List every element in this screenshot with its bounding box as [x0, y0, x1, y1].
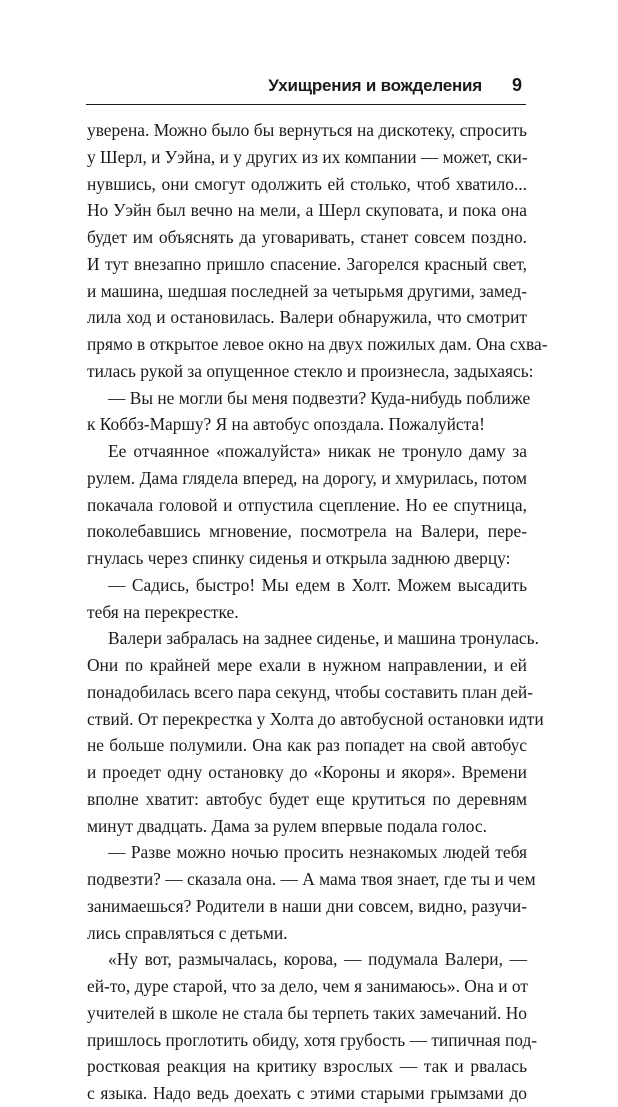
text-line: пришлось проглотить обиду, хотя грубость — типичная под- — [87, 1029, 538, 1050]
text-line: «Ну вот, размычалась, корова, — подумала Валери, — — [108, 949, 527, 970]
text-line: Валери забралась на заднее сиденье, и машина тронулась. — [108, 628, 539, 649]
text-line: гнулась через спинку сиденья и открыла заднюю дверцу: — [87, 548, 511, 568]
text-line: поколебавшись мгновение, посмотрела на Валери, пере- — [87, 521, 527, 542]
text-line: Ее отчаянное «пожалуйста» никак не тронуло даму за — [108, 441, 527, 461]
text-line: и машина, шедшая последней за четырьмя другими, замед- — [87, 280, 527, 301]
text-line: нувшись, они смогут одолжить ей столько, чтоб хватило... — [87, 173, 527, 194]
text-line: вполне хватит: автобус будет еще крутиться по деревням — [87, 788, 527, 809]
text-line: учителей в школе не стала бы терпеть таких замечаний. Но — [87, 1002, 527, 1023]
text-line: — Вы не могли бы меня подвезти? Куда-нибудь поближе — [108, 387, 531, 408]
text-line: лись справляться с детьми. — [87, 922, 288, 943]
text-line: не больше полумили. Она как раз попадет на свой автобус — [87, 735, 527, 756]
text-line: ростковая реакция на критику взрослых — так и рвалась — [87, 1056, 527, 1077]
text-line: с языка. Надо ведь доехать с этими старыми грымзами до — [87, 1083, 527, 1103]
text-line: минут двадцать. Дама за рулем впервые подала голос. — [87, 815, 487, 836]
text-line: тебя на перекрестке. — [87, 601, 239, 622]
running-header — [86, 76, 526, 105]
text-line: покачала головой и отпустила сцепление. Но ее спутница, — [87, 494, 527, 515]
text-line: ей-то, дуре старой, что за дело, чем я занимаюсь». Она и от — [87, 976, 528, 996]
text-line: к Коббз-Маршу? Я на автобус опоздала. Пожалуйста! — [87, 414, 485, 435]
text-line: лила ход и остановилась. Валери обнаружила, что смотрит — [87, 307, 527, 328]
text-line: уверена. Можно было бы вернуться на дискотеку, спросить — [87, 120, 527, 140]
text-line: и проедет одну остановку до «Короны и якоря». Времени — [87, 762, 527, 782]
text-line: ствий. От перекрестка у Холта до автобусной остановки идти — [87, 708, 544, 729]
text-line: — Разве можно ночью просить незнакомых людей тебя — [108, 842, 527, 863]
text-line: прямо в открытое левое окно на двух пожилых дам. Она схва- — [87, 334, 548, 354]
text-line: — Садись, быстро! Мы едем в Холт. Можем высадить — [108, 574, 527, 595]
body-text — [87, 117, 548, 1107]
running-title: Ухищрения и вожделения — [268, 76, 482, 95]
text-line: будет им объяснять да уговаривать, станет совсем поздно. — [87, 227, 527, 247]
text-line: Они по крайней мере ехали в нужном направлении, и ей — [87, 655, 527, 675]
text-line: занимаешься? Родители в наши дни совсем, видно, разучи- — [87, 895, 527, 916]
text-line: понадобилась всего пара секунд, чтобы составить план дей- — [87, 681, 534, 702]
text-line: И тут внезапно пришло спасение. Загорелся красный свет, — [87, 253, 527, 274]
text-line: Но Уэйн был вечно на мели, а Шерл скуповата, и пока она — [87, 200, 527, 221]
text-line: рулем. Дама глядела вперед, на дорогу, и хмурилась, потом — [87, 467, 527, 488]
text-line: подвезти? — сказала она. — А мама твоя знает, где ты и чем — [87, 869, 536, 889]
text-line: тилась рукой за опущенное стекло и произнесла, задыхаясь: — [87, 360, 534, 381]
text-line: у Шерл, и Уэйна, и у других из их компании — может, ски- — [87, 146, 528, 167]
page-number: 9 — [511, 75, 522, 95]
